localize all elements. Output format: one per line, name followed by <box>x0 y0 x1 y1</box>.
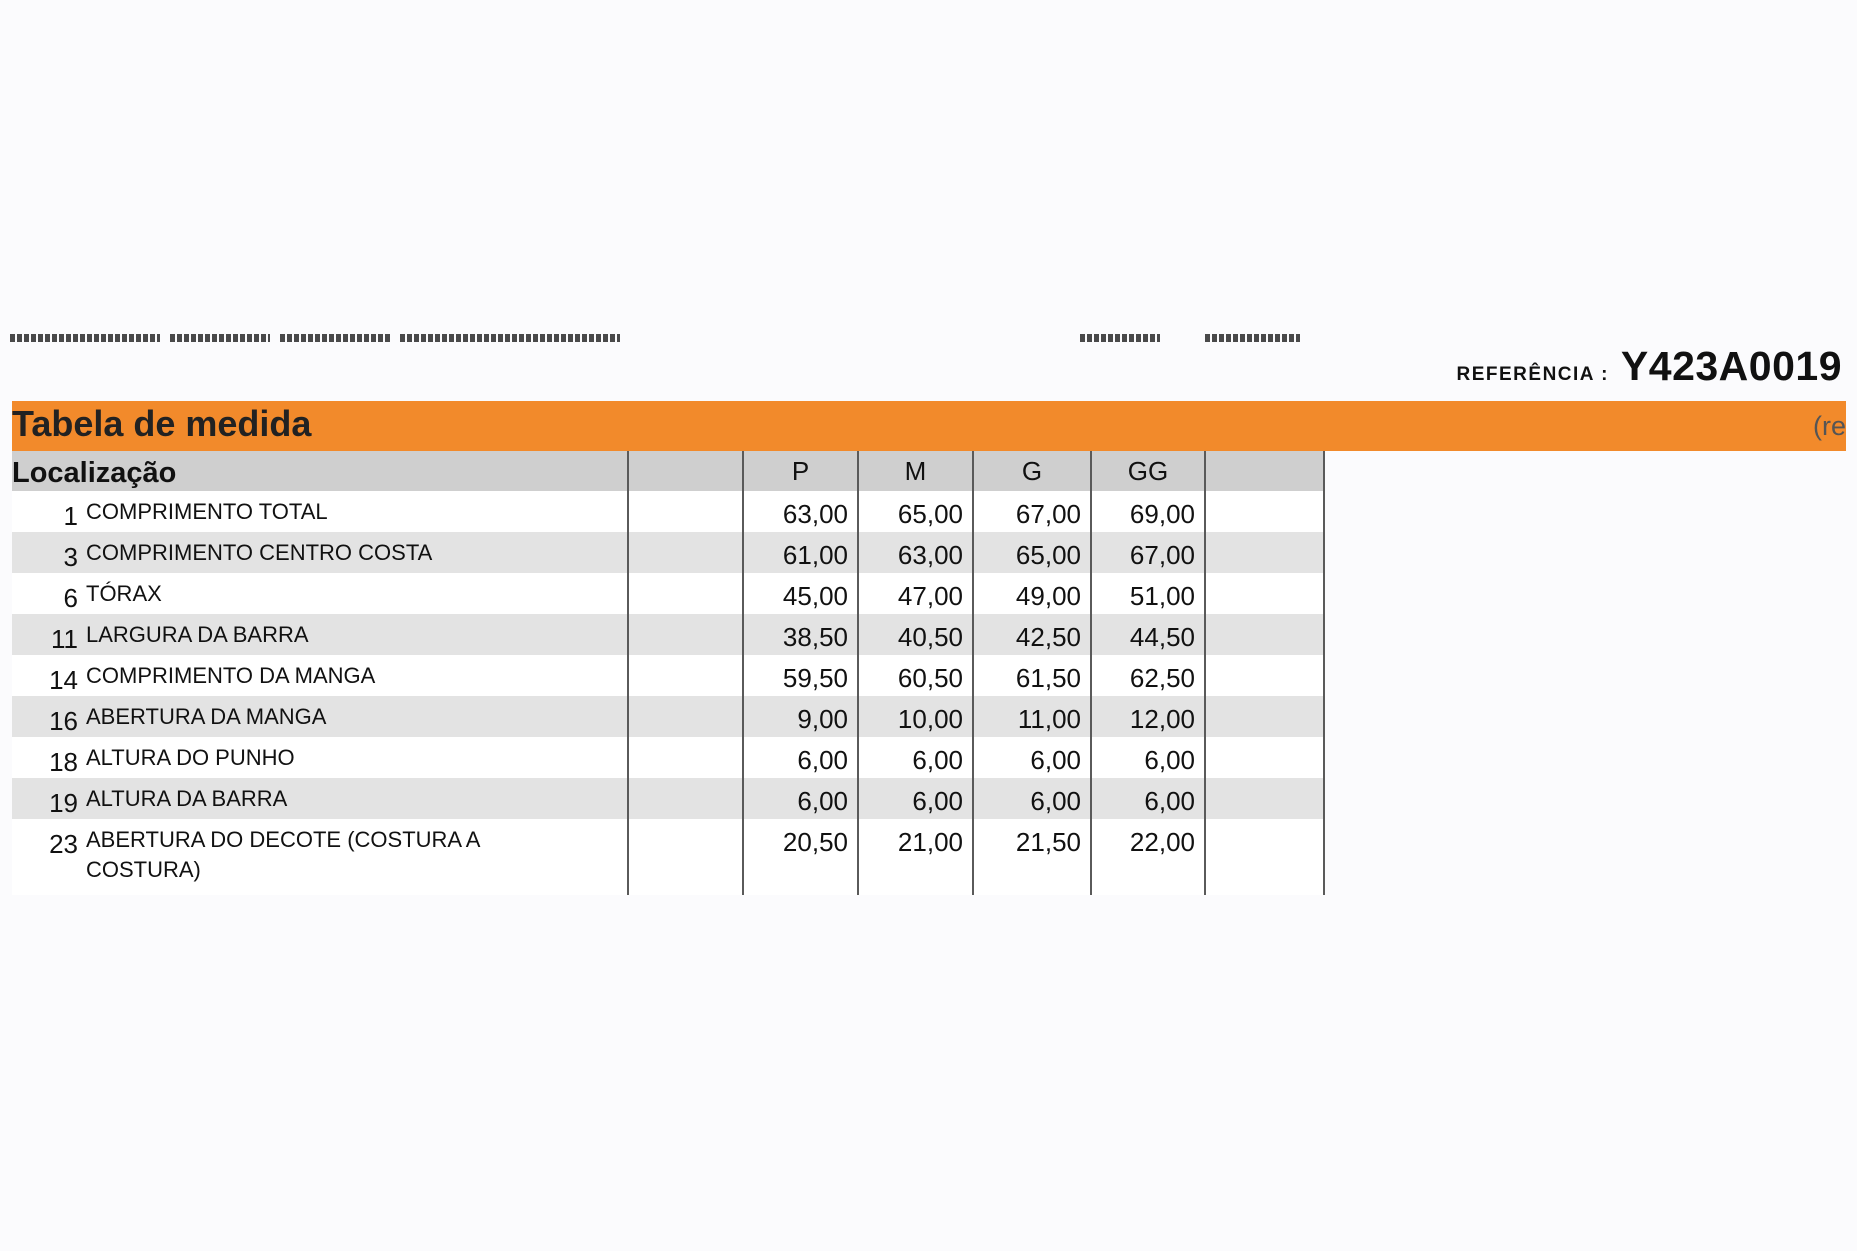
measurement-value: 62,50 <box>1091 655 1205 696</box>
measurement-value: 6,00 <box>1091 737 1205 778</box>
cut-off-fragment <box>400 334 620 342</box>
table-header-row <box>12 451 1324 491</box>
location-cell <box>12 778 628 819</box>
empty-cell <box>628 491 743 532</box>
table-row <box>12 532 1324 573</box>
measurement-label: TÓRAX <box>86 581 162 606</box>
measurement-value: 51,00 <box>1091 573 1205 614</box>
measurement-value: 6,00 <box>973 778 1091 819</box>
measurement-number: 11 <box>51 624 78 654</box>
measurement-label: ABERTURA DO DECOTE (COSTURA A COSTURA) <box>86 827 480 882</box>
measurement-value: 67,00 <box>973 491 1091 532</box>
empty-cell <box>628 532 743 573</box>
location-cell <box>12 491 628 532</box>
measurement-value: 38,50 <box>743 614 858 655</box>
measurement-value: 59,50 <box>743 655 858 696</box>
measurement-label: ALTURA DO PUNHO <box>86 745 295 770</box>
reference-block <box>1457 343 1843 390</box>
measurement-number: 18 <box>49 747 78 777</box>
cut-off-fragment <box>280 334 390 342</box>
empty-cell <box>628 696 743 737</box>
measurement-value: 63,00 <box>743 491 858 532</box>
measurement-value: 6,00 <box>973 737 1091 778</box>
measurement-value: 6,00 <box>1091 778 1205 819</box>
empty-cell <box>1205 696 1324 737</box>
column-header <box>1205 451 1324 491</box>
location-cell <box>12 696 628 737</box>
measurement-value: 42,50 <box>973 614 1091 655</box>
empty-cell <box>1205 737 1324 778</box>
measurement-value: 65,00 <box>858 491 973 532</box>
measurement-value: 45,00 <box>743 573 858 614</box>
measurement-number: 23 <box>49 829 78 859</box>
empty-cell <box>1205 778 1324 819</box>
measurement-value: 6,00 <box>858 778 973 819</box>
empty-cell <box>1205 491 1324 532</box>
table-row <box>12 696 1324 737</box>
measurement-value: 60,50 <box>858 655 973 696</box>
empty-cell <box>1205 532 1324 573</box>
table-row <box>12 778 1324 819</box>
table-row <box>12 819 1324 895</box>
empty-cell <box>1205 819 1324 895</box>
measurement-number: 19 <box>49 788 78 818</box>
measurement-number: 14 <box>49 665 78 695</box>
location-cell <box>12 532 628 573</box>
measurement-number: 16 <box>49 706 78 736</box>
empty-cell <box>628 778 743 819</box>
location-cell <box>12 737 628 778</box>
table-row <box>12 655 1324 696</box>
section-title: Tabela de medida <box>12 403 312 444</box>
measurement-label: ALTURA DA BARRA <box>86 786 288 811</box>
cut-off-fragment <box>170 334 270 342</box>
empty-cell <box>628 655 743 696</box>
measurement-table <box>12 451 1325 895</box>
measurement-number: 3 <box>63 542 78 572</box>
measurement-value: 6,00 <box>743 737 858 778</box>
cut-off-fragment <box>10 334 160 342</box>
measurement-value: 20,50 <box>743 819 858 895</box>
measurement-value: 12,00 <box>1091 696 1205 737</box>
cut-off-text-line <box>10 334 1300 350</box>
location-cell <box>12 573 628 614</box>
empty-cell <box>1205 573 1324 614</box>
measurement-value: 61,00 <box>743 532 858 573</box>
reference-label: REFERÊNCIA : <box>1456 364 1609 385</box>
location-cell <box>12 614 628 655</box>
cut-off-fragment <box>1080 334 1160 342</box>
cut-off-fragment <box>1205 334 1300 342</box>
empty-cell <box>1205 614 1324 655</box>
measurement-label: COMPRIMENTO TOTAL <box>86 499 328 524</box>
measurement-value: 65,00 <box>973 532 1091 573</box>
column-header <box>628 451 743 491</box>
column-header-m: M <box>858 451 973 491</box>
location-column-header: Localização <box>12 451 628 491</box>
section-note: (re <box>1813 411 1846 441</box>
column-header-gg: GG <box>1091 451 1205 491</box>
column-header-p: P <box>743 451 858 491</box>
empty-cell <box>628 819 743 895</box>
measurement-label: ABERTURA DA MANGA <box>86 704 327 729</box>
location-cell <box>12 655 628 696</box>
measurement-number: 6 <box>63 583 78 613</box>
measurement-value: 22,00 <box>1091 819 1205 895</box>
location-cell <box>12 819 628 895</box>
measurement-value: 6,00 <box>858 737 973 778</box>
measurement-value: 67,00 <box>1091 532 1205 573</box>
table-row <box>12 491 1324 532</box>
measurement-value: 10,00 <box>858 696 973 737</box>
measurement-value: 69,00 <box>1091 491 1205 532</box>
measurement-number: 1 <box>63 501 78 531</box>
empty-cell <box>628 614 743 655</box>
measurement-value: 63,00 <box>858 532 973 573</box>
table-row <box>12 737 1324 778</box>
empty-cell <box>628 573 743 614</box>
column-header-g: G <box>973 451 1091 491</box>
empty-cell <box>628 737 743 778</box>
measurement-label: LARGURA DA BARRA <box>86 622 309 647</box>
measurement-value: 11,00 <box>973 696 1091 737</box>
measurement-value: 49,00 <box>973 573 1091 614</box>
measurement-value: 40,50 <box>858 614 973 655</box>
table-row <box>12 573 1324 614</box>
measurement-value: 47,00 <box>858 573 973 614</box>
table-row <box>12 614 1324 655</box>
empty-cell <box>1205 655 1324 696</box>
measurement-label: COMPRIMENTO DA MANGA <box>86 663 376 688</box>
measurement-value: 6,00 <box>743 778 858 819</box>
measurement-value: 21,00 <box>858 819 973 895</box>
section-header-bar <box>12 401 1846 451</box>
measurement-value: 44,50 <box>1091 614 1205 655</box>
measurement-value: 61,50 <box>973 655 1091 696</box>
measurement-label: COMPRIMENTO CENTRO COSTA <box>86 540 433 565</box>
measurement-value: 9,00 <box>743 696 858 737</box>
measurement-value: 21,50 <box>973 819 1091 895</box>
reference-value: Y423A0019 <box>1620 343 1842 389</box>
